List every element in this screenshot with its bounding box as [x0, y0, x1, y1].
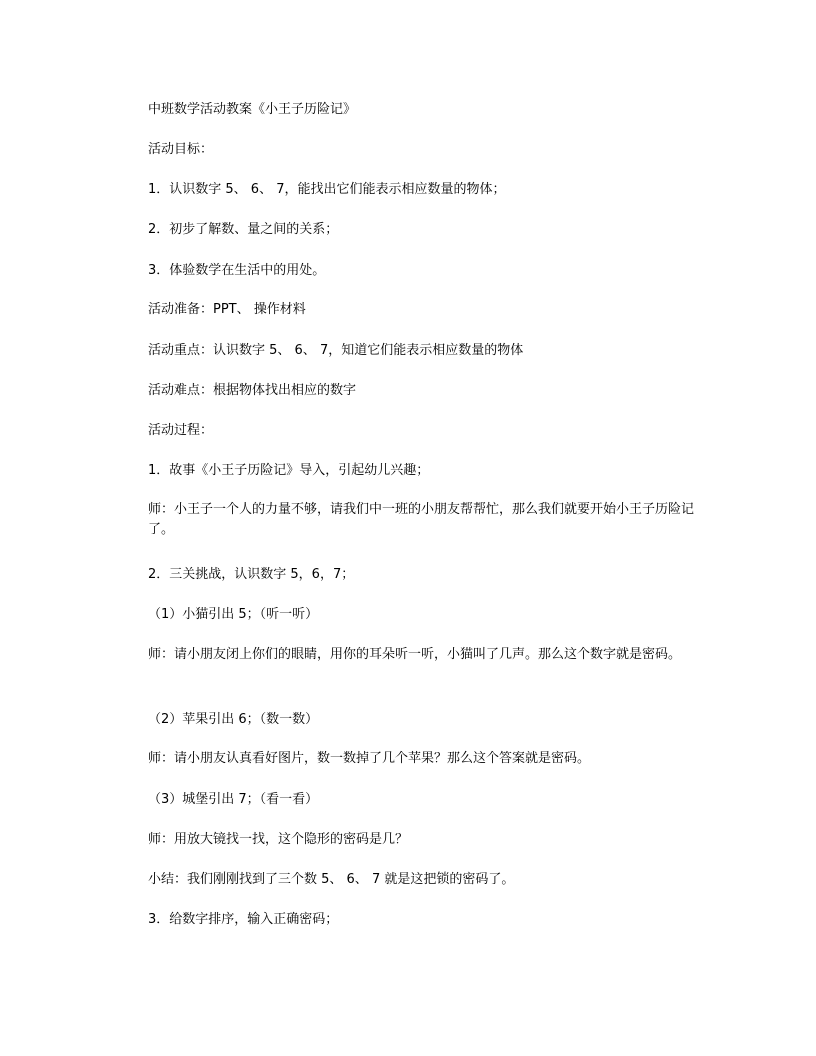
document-title: 中班数学活动教案《小王子历险记》	[148, 102, 357, 117]
process-step-3: 3．给数字排序，输入正确密码；	[148, 912, 339, 927]
goal-item-1: 1．认识数字 5、 6、 7，能找出它们能表示相应数量的物体；	[148, 182, 506, 197]
difficulty-line: 活动难点：根据物体找出相应的数字	[148, 383, 357, 398]
goal-item-3: 3．体验数学在生活中的用处。	[148, 263, 326, 278]
process-heading: 活动过程：	[148, 423, 214, 438]
goal-heading: 活动目标：	[148, 142, 214, 157]
key-point-line: 活动重点：认识数字 5、 6、 7，知道它们能表示相应数量的物体	[148, 343, 524, 358]
process-sub-3: （3）城堡引出 7；（看一看）	[148, 792, 319, 807]
process-sub-2: （2）苹果引出 6；（数一数）	[148, 712, 319, 727]
process-step-1: 1．故事《小王子历险记》导入，引起幼儿兴趣；	[148, 463, 430, 478]
process-sub-2-teacher: 师：请小朋友认真看好图片，数一数掉了几个苹果？那么这个答案就是密码。	[148, 751, 591, 766]
process-sub-1: （1）小猫引出 5；（听一听）	[148, 607, 319, 622]
summary-line: 小结：我们刚刚找到了三个数 5、 6、 7 就是这把锁的密码了。	[148, 872, 515, 887]
process-step-2: 2．三关挑战，认识数字 5，6，7；	[148, 567, 355, 582]
process-sub-3-teacher: 师：用放大镜找一找，这个隐形的密码是几？	[148, 832, 409, 847]
process-step-1-teacher: 师：小王子一个人的力量不够，请我们中一班的小朋友帮帮忙，那么我们就要开始小王子历险记了。	[148, 502, 695, 537]
goal-item-2: 2．初步了解数、量之间的关系；	[148, 222, 339, 237]
preparation-line: 活动准备：PPT、 操作材料	[148, 302, 306, 317]
process-sub-1-teacher: 师：请小朋友闭上你们的眼睛，用你的耳朵听一听，小猫叫了几声。那么这个数字就是密码。	[148, 647, 682, 662]
